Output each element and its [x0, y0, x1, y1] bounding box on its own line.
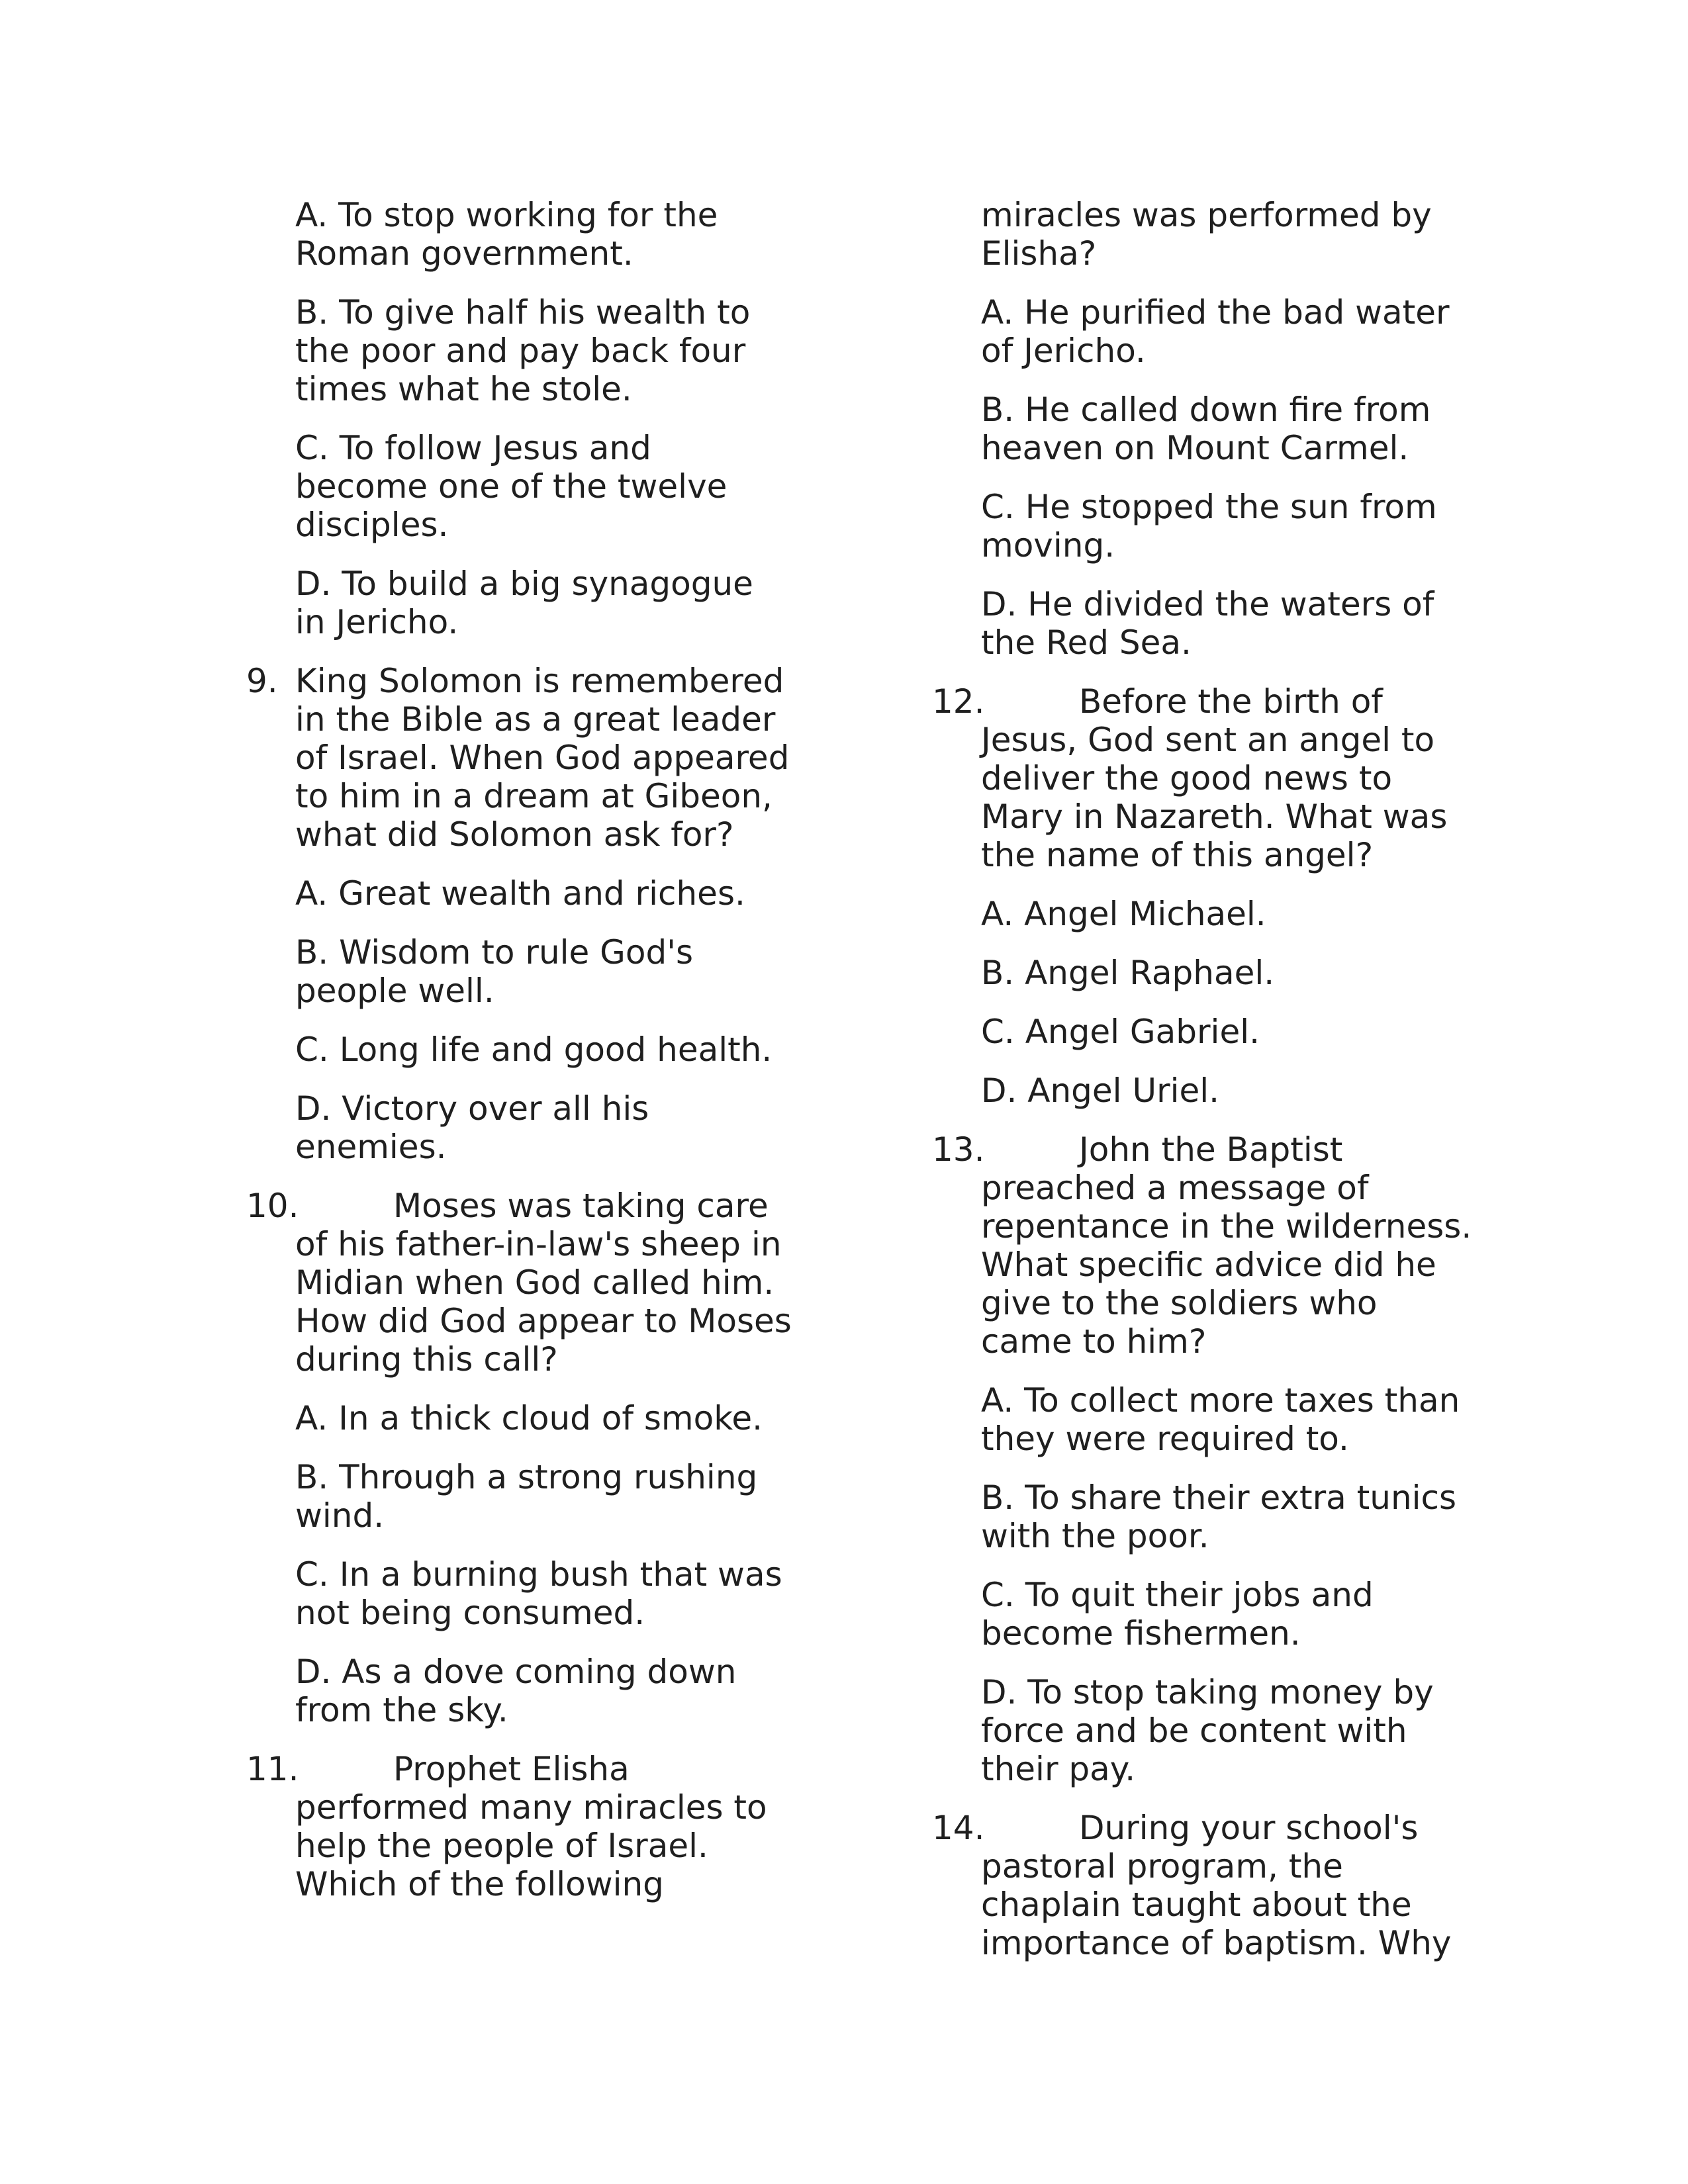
q10-option-d: D. As a dove coming down from the sky. — [295, 1653, 737, 1729]
question-number: 11. — [246, 1750, 299, 1788]
question-14 — [932, 1809, 1511, 1962]
q10-option-b: B. Through a strong rushing wind. — [295, 1458, 758, 1535]
question-text: King Solomon is remembered in the Bible as a great leader of Israel. When God appeared to him in a dream at Gibeon, what did Solomon ask for? — [295, 662, 790, 854]
q12-option-c: C. Angel Gabriel. — [981, 1013, 1260, 1051]
question-text: Moses was taking care of his father-in-law's sheep in Midian when God called him. How did God appear to Moses during this call? — [295, 1187, 792, 1379]
q9-option-a: A. Great wealth and riches. — [295, 874, 745, 913]
q8-option-d: D. To build a big synagogue in Jericho. — [295, 565, 753, 641]
q8-option-c: C. To follow Jesus and become one of the twelve disciples. — [295, 429, 727, 544]
question-12 — [932, 682, 1511, 874]
q11-option-c: C. He stopped the sun from moving. — [981, 488, 1437, 565]
left-column — [246, 196, 825, 1924]
q12-option-b: B. Angel Raphael. — [981, 954, 1275, 992]
question-9 — [246, 662, 825, 854]
question-number: 10. — [246, 1187, 299, 1225]
q11-option-b: B. He called down fire from heaven on Mount Carmel. — [981, 390, 1431, 467]
q13-option-d: D. To stop taking money by force and be content with their pay. — [981, 1673, 1434, 1788]
right-column — [932, 196, 1511, 1983]
question-10 — [246, 1187, 825, 1379]
question-text: Before the birth of Jesus, God sent an angel to deliver the good news to Mary in Nazareth. What was the name of this angel? — [981, 682, 1448, 874]
q9-option-c: C. Long life and good health. — [295, 1030, 773, 1069]
question-11 — [246, 1750, 825, 1903]
question-13 — [932, 1130, 1511, 1361]
q11-text-continued: miracles was performed by Elisha? — [981, 196, 1432, 273]
q12-option-d: D. Angel Uriel. — [981, 1071, 1220, 1110]
q8-option-a: A. To stop working for the Roman government. — [295, 196, 718, 273]
q9-option-b: B. Wisdom to rule God's people well. — [295, 933, 694, 1010]
q9-option-d: D. Victory over all his enemies. — [295, 1089, 649, 1166]
q12-option-a: A. Angel Michael. — [981, 895, 1266, 933]
q13-option-c: C. To quit their jobs and become fishermen. — [981, 1576, 1374, 1653]
q13-option-a: A. To collect more taxes than they were required to. — [981, 1381, 1460, 1458]
question-number: 12. — [932, 682, 985, 721]
q10-option-c: C. In a burning bush that was not being consumed. — [295, 1555, 782, 1632]
question-number: 13. — [932, 1130, 985, 1169]
question-text: During your school's pastoral program, the chaplain taught about the importance of baptism. Why — [981, 1809, 1452, 1962]
q11-option-d: D. He divided the waters of the Red Sea. — [981, 585, 1434, 662]
question-number: 14. — [932, 1809, 985, 1847]
q10-option-a: A. In a thick cloud of smoke. — [295, 1399, 763, 1437]
question-text: Prophet Elisha performed many miracles to help the people of Israel. Which of the following — [295, 1750, 767, 1903]
q13-option-b: B. To share their extra tunics with the poor. — [981, 1479, 1457, 1555]
q11-option-a: A. He purified the bad water of Jericho. — [981, 293, 1450, 370]
question-number: 9. — [246, 662, 278, 700]
question-text: John the Baptist preached a message of repentance in the wilderness. What specific advice did he give to the soldiers who came to him? — [981, 1130, 1472, 1361]
q8-option-b: B. To give half his wealth to the poor and pay back four times what he stole. — [295, 293, 751, 408]
